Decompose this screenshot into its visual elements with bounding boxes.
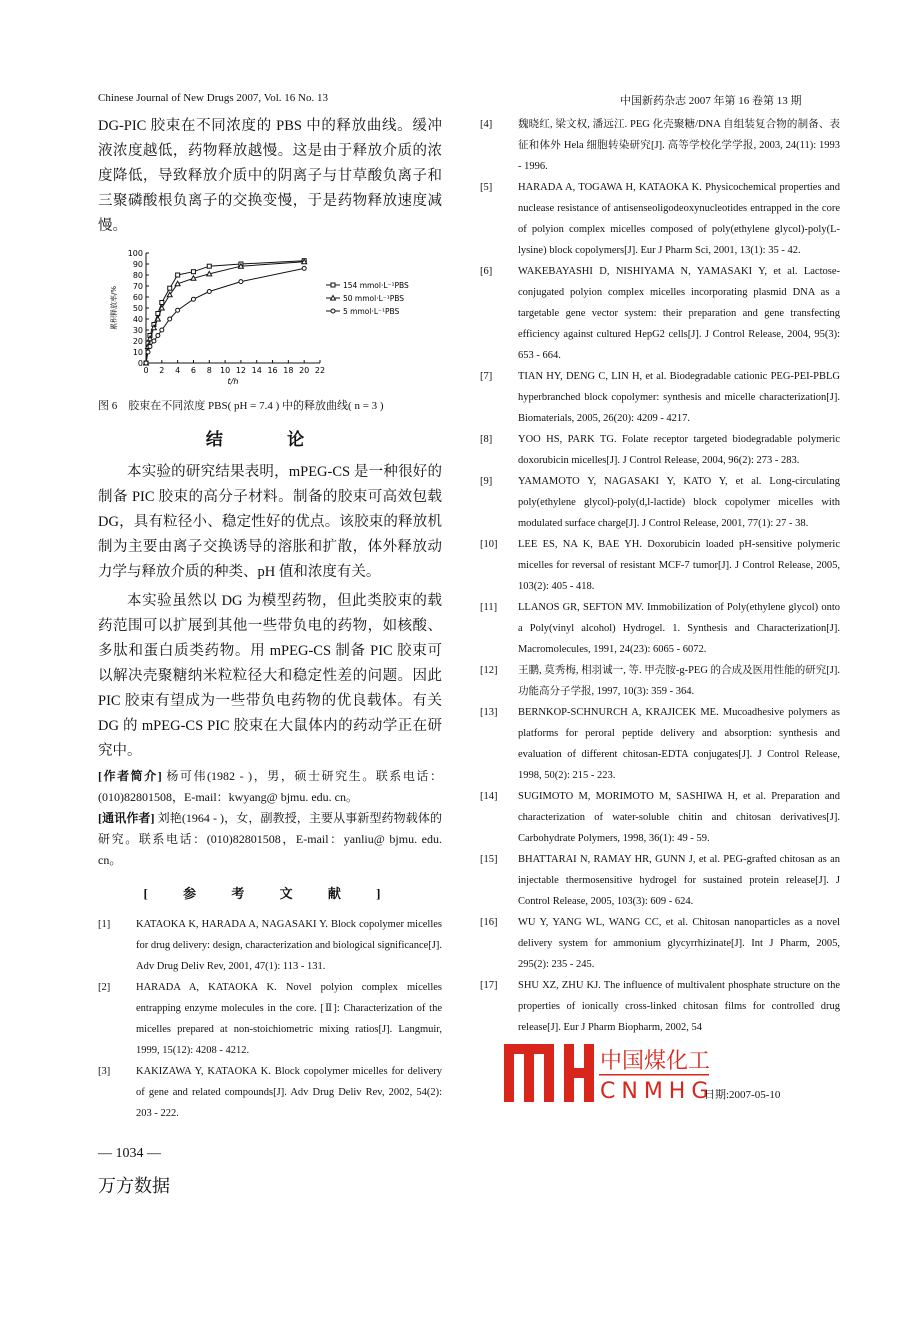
x-tick-label: 18 <box>283 366 294 375</box>
watermark-logo <box>504 1044 804 1104</box>
release-curve-chart <box>98 245 428 395</box>
series-line-2 <box>146 268 304 363</box>
data-point <box>152 339 156 343</box>
y-tick-label: 50 <box>132 304 143 313</box>
reference-item <box>98 1061 442 1124</box>
x-tick-label: 20 <box>299 366 310 375</box>
data-point <box>207 264 211 268</box>
x-tick-label: 16 <box>267 366 278 375</box>
data-point <box>156 334 160 338</box>
reference-number: [4] <box>480 119 493 130</box>
reference-text: HARADA A, KATAOKA K. Novel polyion complex micelles entrapping enzyme molecules in the core. [Ⅱ]: Characterization of the micelles prepared at non-stoichiometric mixing ratios[J]. Langmuir, 1999, 15(12): 4208 - 4212. <box>136 982 442 1056</box>
data-point <box>191 276 196 281</box>
data-point <box>148 345 152 349</box>
x-tick-label: 22 <box>314 366 326 375</box>
reference-number: [16] <box>480 917 498 928</box>
legend-label: 154 mmol·L⁻¹PBS <box>343 281 409 290</box>
author-label: [作者简介] <box>98 769 162 783</box>
references-left <box>98 914 442 1124</box>
data-point <box>144 361 148 365</box>
reference-item <box>480 660 840 702</box>
reference-text: SHU XZ, ZHU KJ. The influence of multivalent phosphate structure on the properties of ionically cross-linked chitosan films for controlled drug release[J]. Eur J Pharm Biopharm, 2002, 54 <box>518 980 840 1033</box>
reference-item <box>480 177 840 261</box>
paragraph: 本实验的研究结果表明，mPEG-CS 是一种很好的制备 PIC 胶束的高分子材料。制备的胶束可高效包载 DG，具有粒径小、稳定性好的优点。该胶束的释放机制为主要由离子交换诱导的溶胀和扩散，体外释放动力学与释放介质的种类、pH 值和浓度有关。 <box>98 464 442 580</box>
data-point <box>191 297 195 301</box>
reference-number: [3] <box>98 1066 111 1077</box>
y-tick-label: 100 <box>127 249 143 258</box>
reference-text: YOO HS, PARK TG. Folate receptor targeted biodegradable polymeric doxorubicin micelles[J]. J Control Release, 2004, 96(2): 273 - 283. <box>518 434 840 466</box>
reference-item <box>480 912 840 975</box>
y-tick-label: 70 <box>132 282 143 291</box>
y-tick-label: 0 <box>137 359 143 368</box>
reference-number: [11] <box>480 602 498 613</box>
data-point <box>191 270 195 274</box>
data-point <box>239 280 243 284</box>
data-point <box>207 290 211 294</box>
references-right <box>480 114 840 1038</box>
author-text: 杨可伟(1982 - )，男，硕士研究生。联系电话：(010)82801508，E-mail：kwyang@ bjmu. edu. cn。 <box>98 769 442 804</box>
reference-item <box>480 429 840 471</box>
reference-item <box>480 597 840 660</box>
y-tick-label: 10 <box>132 348 143 357</box>
reference-number: [10] <box>480 539 498 550</box>
reference-number: [5] <box>480 182 493 193</box>
data-point <box>146 350 150 354</box>
reference-number: [12] <box>480 665 498 676</box>
reference-text: WAKEBAYASHI D, NISHIYAMA N, YAMASAKI Y, et al. Lactose-conjugated polyion complex micelles incorporating plasmid DNA as a targetable gene vector system: their preparation and gene transfecting efficiency against cultured HepG2 cells[J]. J Control Release, 2004, 95(3): 653 - 664. <box>518 266 840 361</box>
watermark-cn: 中国煤化工 <box>600 1049 711 1074</box>
reference-item <box>480 786 840 849</box>
y-tick-label: 30 <box>132 326 143 335</box>
data-point <box>207 271 212 276</box>
data-point <box>168 286 172 290</box>
reference-number: [6] <box>480 266 493 277</box>
x-tick-label: 6 <box>190 366 197 375</box>
y-tick-label: 80 <box>132 271 143 280</box>
right-column <box>480 114 840 1104</box>
paragraph: 本实验虽然以 DG 为模型药物，但此类胶束的载药范围可以扩展到其他一些带负电的药物，如核酸、多肽和蛋白质类药物。用 mPEG-CS 制备 PIC 胶束可以解决壳聚糖纳米粒粒径大和稳定性差的问题。因此 PIC 胶束有望成为一些带负电药物的优良载体。有关 DG 的 mPEG-CS PIC 胶束在大鼠体内的药动学正在研究中。 <box>98 593 442 759</box>
series-line-1 <box>146 262 304 363</box>
data-point <box>176 273 180 277</box>
legend-marker <box>331 296 336 301</box>
running-header-right: 中国新药杂志 2007 年第 16 卷第 13 期 <box>620 95 802 107</box>
reference-item <box>480 975 840 1038</box>
reference-number: [7] <box>480 371 493 382</box>
running-header-left: Chinese Journal of New Drugs 2007, Vol. 16 No. 13 <box>98 92 328 104</box>
x-tick-label: 14 <box>251 366 262 375</box>
reference-text: HARADA A, TOGAWA H, KATAOKA K. Physicochemical properties and nuclease resistance of antisenseoligodeoxynucleotides entrapped in the core of polyion complex micelles composed of poly(ethylene glycol)-poly(L-lysine) block copolymers[J]. Eur J Pharm Sci, 2001, 13(1): 35 - 42. <box>518 182 840 256</box>
reference-text: TIAN HY, DENG C, LIN H, et al. Biodegradable cationic PEG-PEI-PBLG hyperbranched block copolymer: synthesis and micelle characterization[J]. Biomaterials, 2005, 26(20): 4209 - 4217. <box>518 371 840 424</box>
reference-text: WU Y, YANG WL, WANG CC, et al. Chitosan nanoparticles as a novel delivery system for ammonium glycyrrhizinate[J]. Int J Pharm, 2005, 295(2): 235 - 245. <box>518 917 840 970</box>
x-tick-label: 8 <box>206 366 212 375</box>
paragraph: DG-PIC 胶束在不同浓度的 PBS 中的释放曲线。缓冲液浓度越低，药物释放越慢。这是由于释放介质的浓度降低，导致释放介质中的阴离子与甘草酸负离子和三聚磷酸根负离子的交换变慢，于是药物释放速度减慢。 <box>98 118 442 234</box>
reference-number: [2] <box>98 982 111 993</box>
data-point <box>176 308 180 312</box>
x-tick-label: 10 <box>219 366 231 375</box>
legend-label: 5 mmol·L⁻¹PBS <box>343 307 400 316</box>
corresponding-author <box>98 808 442 871</box>
data-point <box>160 301 164 305</box>
reference-number: [17] <box>480 980 498 991</box>
reference-item <box>480 261 840 366</box>
y-tick-label: 40 <box>132 315 143 324</box>
x-tick-label: 4 <box>175 366 181 375</box>
reference-number: [15] <box>480 854 498 865</box>
reference-text: BERNKOP-SCHNURCH A, KRAJICEK ME. Mucoadhesive polymers as platforms for peroral peptide delivery and absorption: synthesis and evaluation of different chitosan-EDTA conjugates[J]. J Control Release, 1998, 50(2): 215 - 223. <box>518 707 840 781</box>
reference-text: KATAOKA K, HARADA A, NAGASAKI Y. Block copolymer micelles for drug delivery: design, characterization and biological significance[J]. Adv Drug Deliv Rev, 2001, 47(1): 113 - 131. <box>136 919 442 972</box>
references-title: [ 参 考 文 献 ] <box>143 886 397 901</box>
reference-number: [13] <box>480 707 498 718</box>
reference-item <box>98 977 442 1061</box>
y-tick-label: 60 <box>132 293 143 302</box>
reference-text: SUGIMOTO M, MORIMOTO M, SASHIWA H, et al. Preparation and characterization of water-soluble chitin and chitosan derivatives[J]. Carbohydrate Polymers, 1998, 36(1): 49 - 59. <box>518 791 840 844</box>
reference-text: 王鹏, 莫秀梅, 相羽诚一, 等. 甲壳胺-g-PEG 的合成及医用性能的研究[J]. 功能高分子学报, 1997, 10(3): 359 - 364. <box>518 665 840 697</box>
reference-text: LEE ES, NA K, BAE YH. Doxorubicin loaded pH-sensitive polymeric micelles for reversal of resistant MCF-7 tumor[J]. J Control Release, 2005, 103(2): 405 - 418. <box>518 539 840 592</box>
reference-text: LLANOS GR, SEFTON MV. Immobilization of Poly(ethylene glycol) onto a Poly(vinyl alcohol) Hydrogel. 1. Synthesis and Characterization[J]. Macromolecules, 1991, 24(23): 6065 - 6072. <box>518 602 840 655</box>
y-tick-label: 20 <box>132 337 143 346</box>
legend-label: 50 mmol·L⁻¹PBS <box>343 294 405 303</box>
reference-text: 魏晓红, 梁文权, 潘远江. PEG 化壳聚糖/DNA 自组装复合物的制备、表征和体外 Hela 细胞转染研究[J]. 高等学校化学学报, 2003, 24(11): 1993 - 1996. <box>518 119 840 172</box>
reference-item <box>480 366 840 429</box>
data-point <box>168 317 172 321</box>
x-tick-label: 12 <box>235 366 247 375</box>
figure-caption: 图 6 胶束在不同浓度 PBS( pH = 7.4 ) 中的释放曲线( n = 3 ) <box>98 400 384 412</box>
reference-item <box>480 471 840 534</box>
x-axis-label: t/h <box>227 377 239 386</box>
author-info <box>98 766 442 808</box>
section-title: 结 论 <box>205 430 335 449</box>
corr-label: [通讯作者] <box>98 811 155 825</box>
reference-number: [9] <box>480 476 493 487</box>
data-point <box>160 328 164 332</box>
reference-text: BHATTARAI N, RAMAY HR, GUNN J, et al. PEG-grafted chitosan as an injectable thermosensitive hydrogel for sustained protein release[J]. J Control Release, 2005, 103(3): 609 - 624. <box>518 854 840 907</box>
watermark-date: 日期:2007-05-10 <box>704 1089 781 1101</box>
reference-number: [1] <box>98 919 111 930</box>
reference-item <box>480 114 840 177</box>
reference-text: YAMAMOTO Y, NAGASAKI Y, KATO Y, et al. Long-circulating poly(ethylene glycol)-poly(d,l-lactide) block copolymer micelles with modulated surface charge[J]. J Control Release, 2001, 77(1): 27 - 38. <box>518 476 840 529</box>
x-tick-label: 2 <box>159 366 165 375</box>
reference-number: [14] <box>480 791 498 802</box>
left-column <box>98 114 442 1198</box>
watermark-en: CNMHG <box>600 1079 715 1104</box>
reference-item <box>480 849 840 912</box>
x-tick-label: 0 <box>143 366 149 375</box>
legend-marker <box>331 309 335 313</box>
reference-number: [8] <box>480 434 493 445</box>
y-tick-label: 90 <box>132 260 143 269</box>
data-point <box>302 266 306 270</box>
reference-item <box>98 914 442 977</box>
corr-text: 刘艳(1964 - )，女，副教授，主要从事新型药物载体的研究。联系电话：(010)82801508，E-mail：yanliu@ bjmu. edu. cn。 <box>98 811 442 867</box>
y-axis-label: 累积释放率/% <box>110 285 118 331</box>
page-number: — 1034 — <box>98 1146 161 1161</box>
reference-item <box>480 702 840 786</box>
data-point <box>175 281 180 286</box>
reference-item <box>480 534 840 597</box>
source-watermark: 万方数据 <box>98 1176 170 1197</box>
legend-marker <box>331 283 335 287</box>
reference-text: KAKIZAWA Y, KATAOKA K. Block copolymer micelles for delivery of gene and related compounds[J]. Adv Drug Deliv Rev, 2002, 54(2): 203 - 222. <box>136 1066 442 1119</box>
series-line-0 <box>146 261 304 363</box>
